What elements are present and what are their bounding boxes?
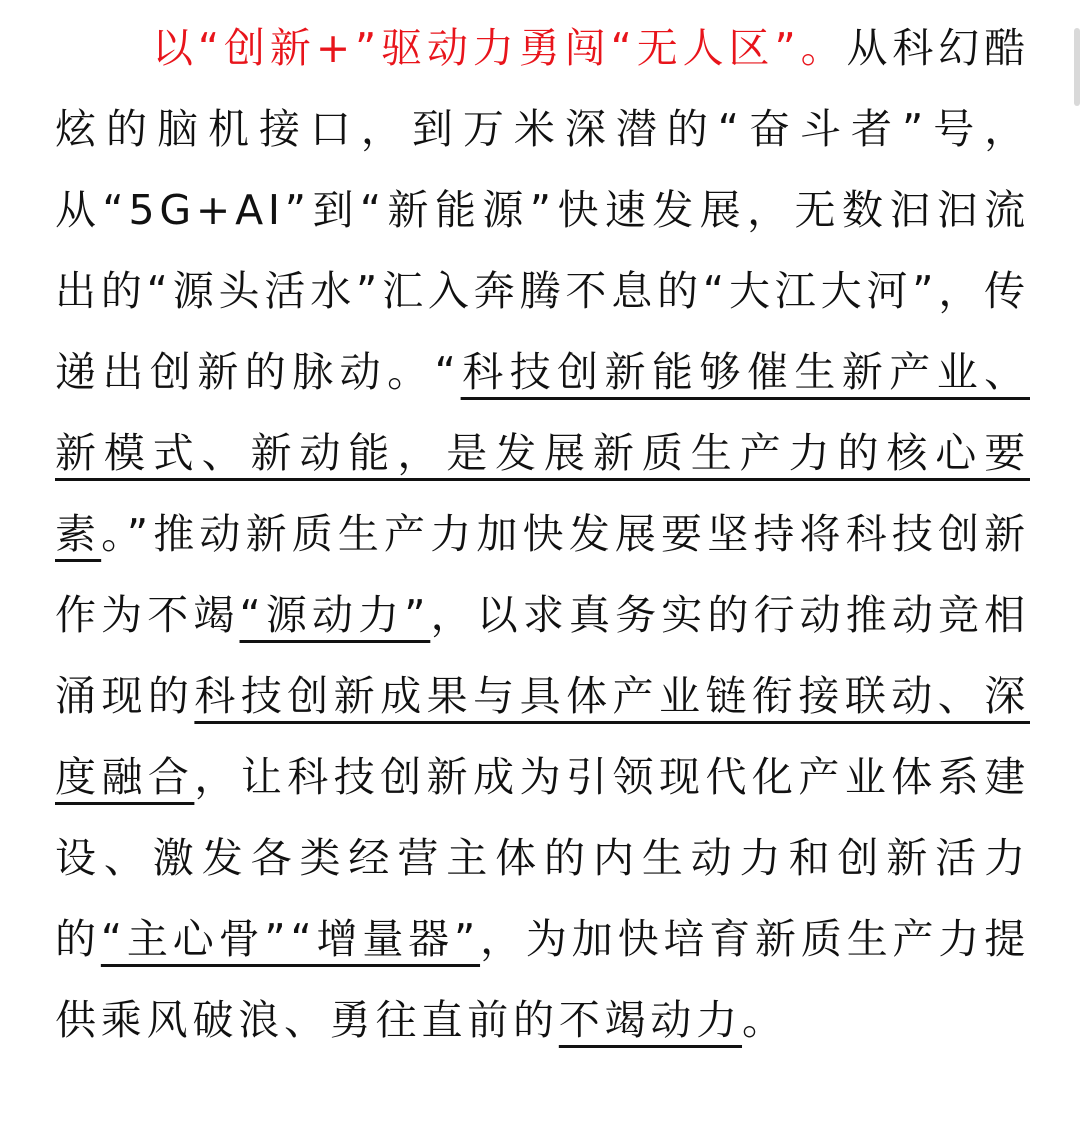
underlined-quote: 科技创新能够催生新产业、新模式、新动能，是发展新质生产力的核心要素 — [55, 348, 1030, 558]
paragraph-text: 从科幻酷炫的脑机接口，到万米深潜的“奋斗者”号，从“5G+AI”到“新能源”快速发展，无数汩汩流出的“源头活水”汇入奔腾不息的“大江大河”，传递出创新的脉动。“ — [55, 24, 1030, 396]
underlined-term: “源动力” — [239, 591, 431, 639]
paragraph-text: 。”推动新质生产力加快发展要坚持将科技创新作为不竭 — [55, 510, 1030, 639]
article-paragraph — [55, 8, 1030, 1061]
paragraph-text: 。 — [742, 996, 788, 1044]
paragraph-text: ，以求真务实的行动推动竞相涌现的 — [55, 591, 1030, 720]
lead-highlight: 以“创新+”驱动力勇闯“无人区”。 — [152, 24, 847, 72]
underlined-term: “主心骨”“增量器” — [100, 915, 481, 963]
scrollbar-thumb[interactable] — [1074, 28, 1080, 106]
paragraph-text: ，让科技创新成为引领现代化产业体系建设、激发各类经营主体的内生动力和创新活力的 — [55, 753, 1030, 963]
underlined-term: 不竭动力 — [558, 996, 743, 1044]
paragraph-text: ，为加快培育新质生产力提供乘风破浪、勇往直前的 — [55, 915, 1030, 1044]
underlined-phrase: 科技创新成果与具体产业链衔接联动、深度融合 — [55, 672, 1030, 801]
